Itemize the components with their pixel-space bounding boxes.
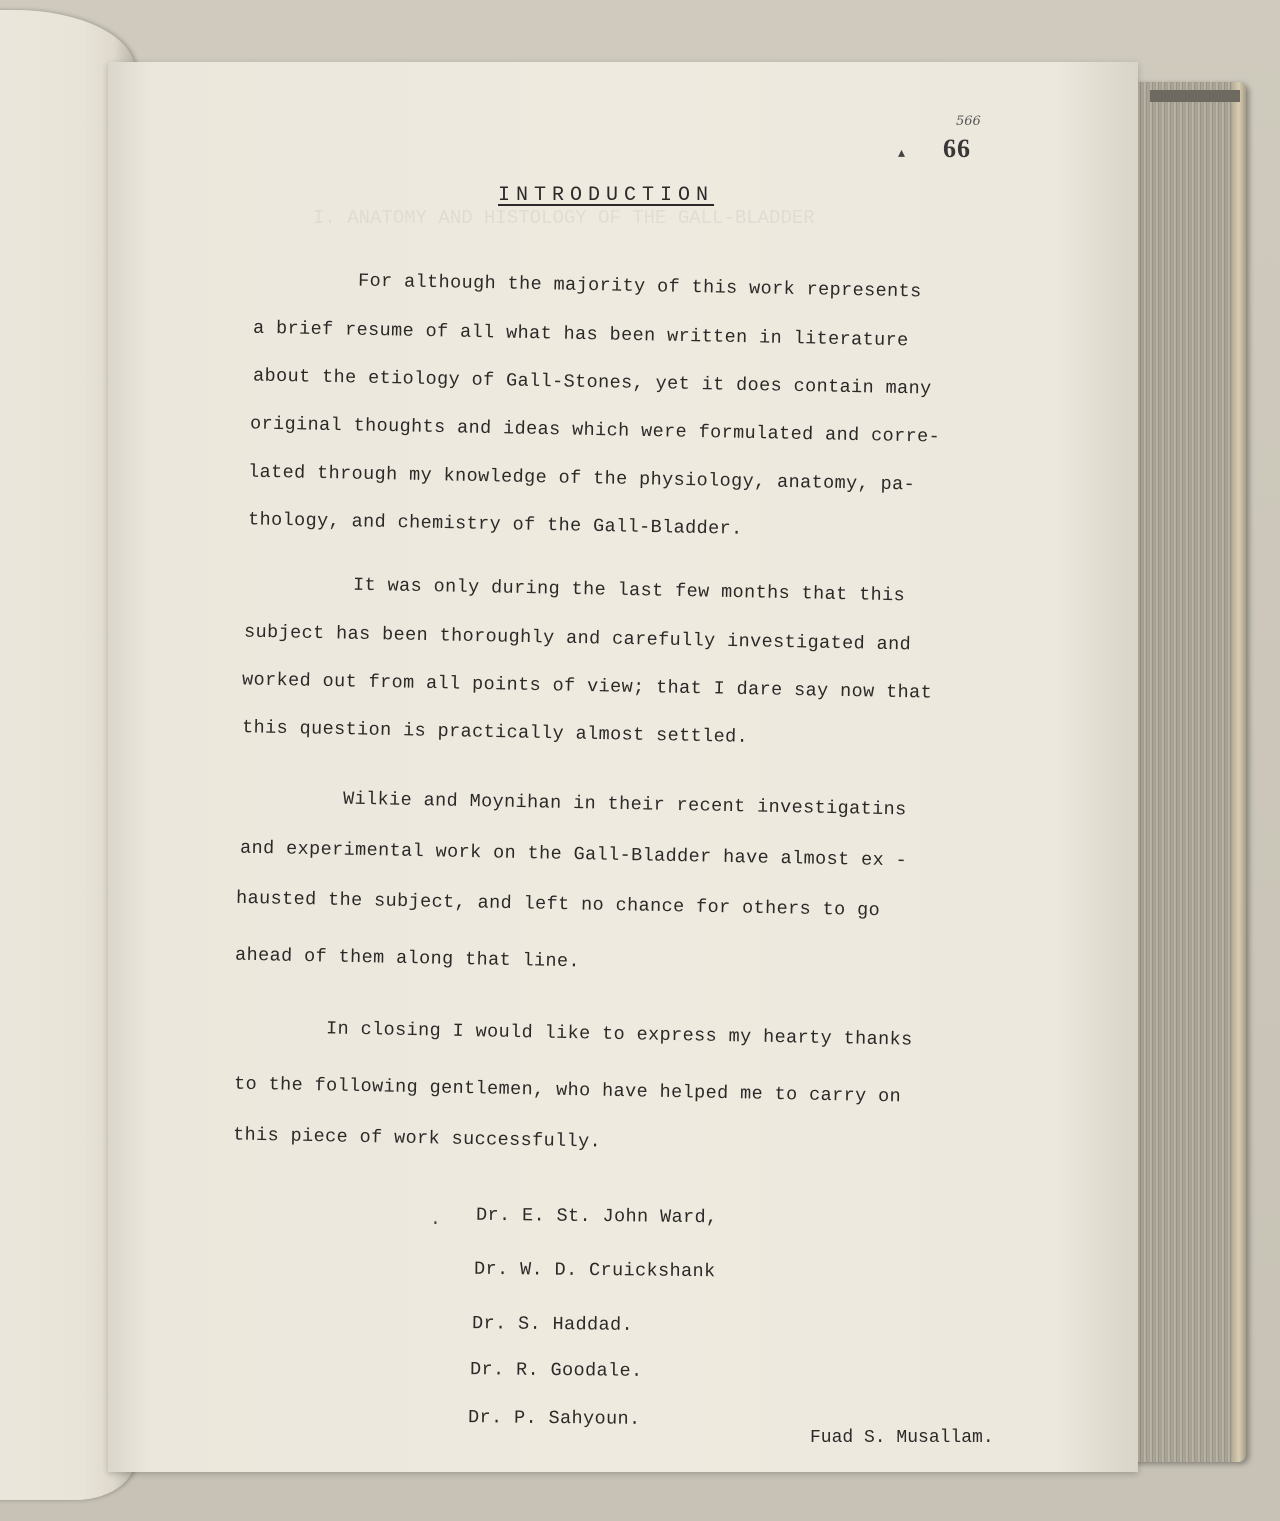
- stray-mark: .: [430, 1210, 441, 1230]
- paragraph-line: For although the majority of this work represents: [357, 270, 922, 303]
- paragraph-line: In closing I would like to express my hearty thanks: [325, 1018, 913, 1051]
- acknowledgement-name: Dr. E. St. John Ward,: [475, 1204, 718, 1229]
- acknowledgement-name: Dr. S. Haddad.: [471, 1313, 634, 1336]
- paragraph-line: lated through my knowledge of the physiology, anatomy, pa-: [247, 461, 916, 496]
- paragraph-line: hausted the subject, and left no chance for others to go: [235, 887, 881, 922]
- page-title: INTRODUCTION: [498, 184, 715, 207]
- acknowledgement-name: Dr. R. Goodale.: [469, 1359, 643, 1382]
- page-stack: [1128, 82, 1246, 1462]
- acknowledgement-name: Dr. W. D. Cruickshank: [473, 1258, 716, 1283]
- paragraph-line: to the following gentlemen, who have helped me to carry on: [233, 1073, 902, 1108]
- paragraph-line: ahead of them along that line.: [234, 944, 581, 973]
- page-number-handwritten: 566: [956, 114, 981, 129]
- paragraph-line: about the etiology of Gall-Stones, yet it does contain many: [252, 365, 932, 400]
- paragraph-line: original thoughts and ideas which were formulated and corre-: [249, 413, 941, 448]
- show-through-text: I. ANATOMY AND HISTOLOGY OF THE GALL-BLADDER: [313, 207, 815, 229]
- author-signature: Fuad S. Musallam.: [810, 1428, 994, 1448]
- paragraph-line: It was only during the last few months that this: [352, 574, 906, 607]
- page-tick-mark: ▴: [898, 146, 906, 161]
- acknowledgement-name: Dr. P. Sahyoun.: [467, 1407, 641, 1430]
- paragraph-line: this piece of work successfully.: [232, 1124, 602, 1153]
- paragraph-line: subject has been thoroughly and carefully investigated and: [243, 621, 912, 656]
- paragraph-line: this question is practically almost settled.: [241, 717, 749, 748]
- paragraph-line: and experimental work on the Gall-Bladder have almost ex -: [239, 837, 908, 872]
- book-cover-edge: [1150, 90, 1240, 102]
- paragraph-line: thology, and chemistry of the Gall-Bladder.: [247, 509, 743, 540]
- paragraph-line: worked out from all points of view; that I dare say now that: [241, 669, 933, 704]
- paragraph-line: a brief resume of all what has been written in literature: [252, 317, 909, 352]
- paragraph-line: Wilkie and Moynihan in their recent investigatins: [342, 788, 907, 821]
- document-page: [108, 62, 1138, 1472]
- page-number: 66: [943, 134, 971, 163]
